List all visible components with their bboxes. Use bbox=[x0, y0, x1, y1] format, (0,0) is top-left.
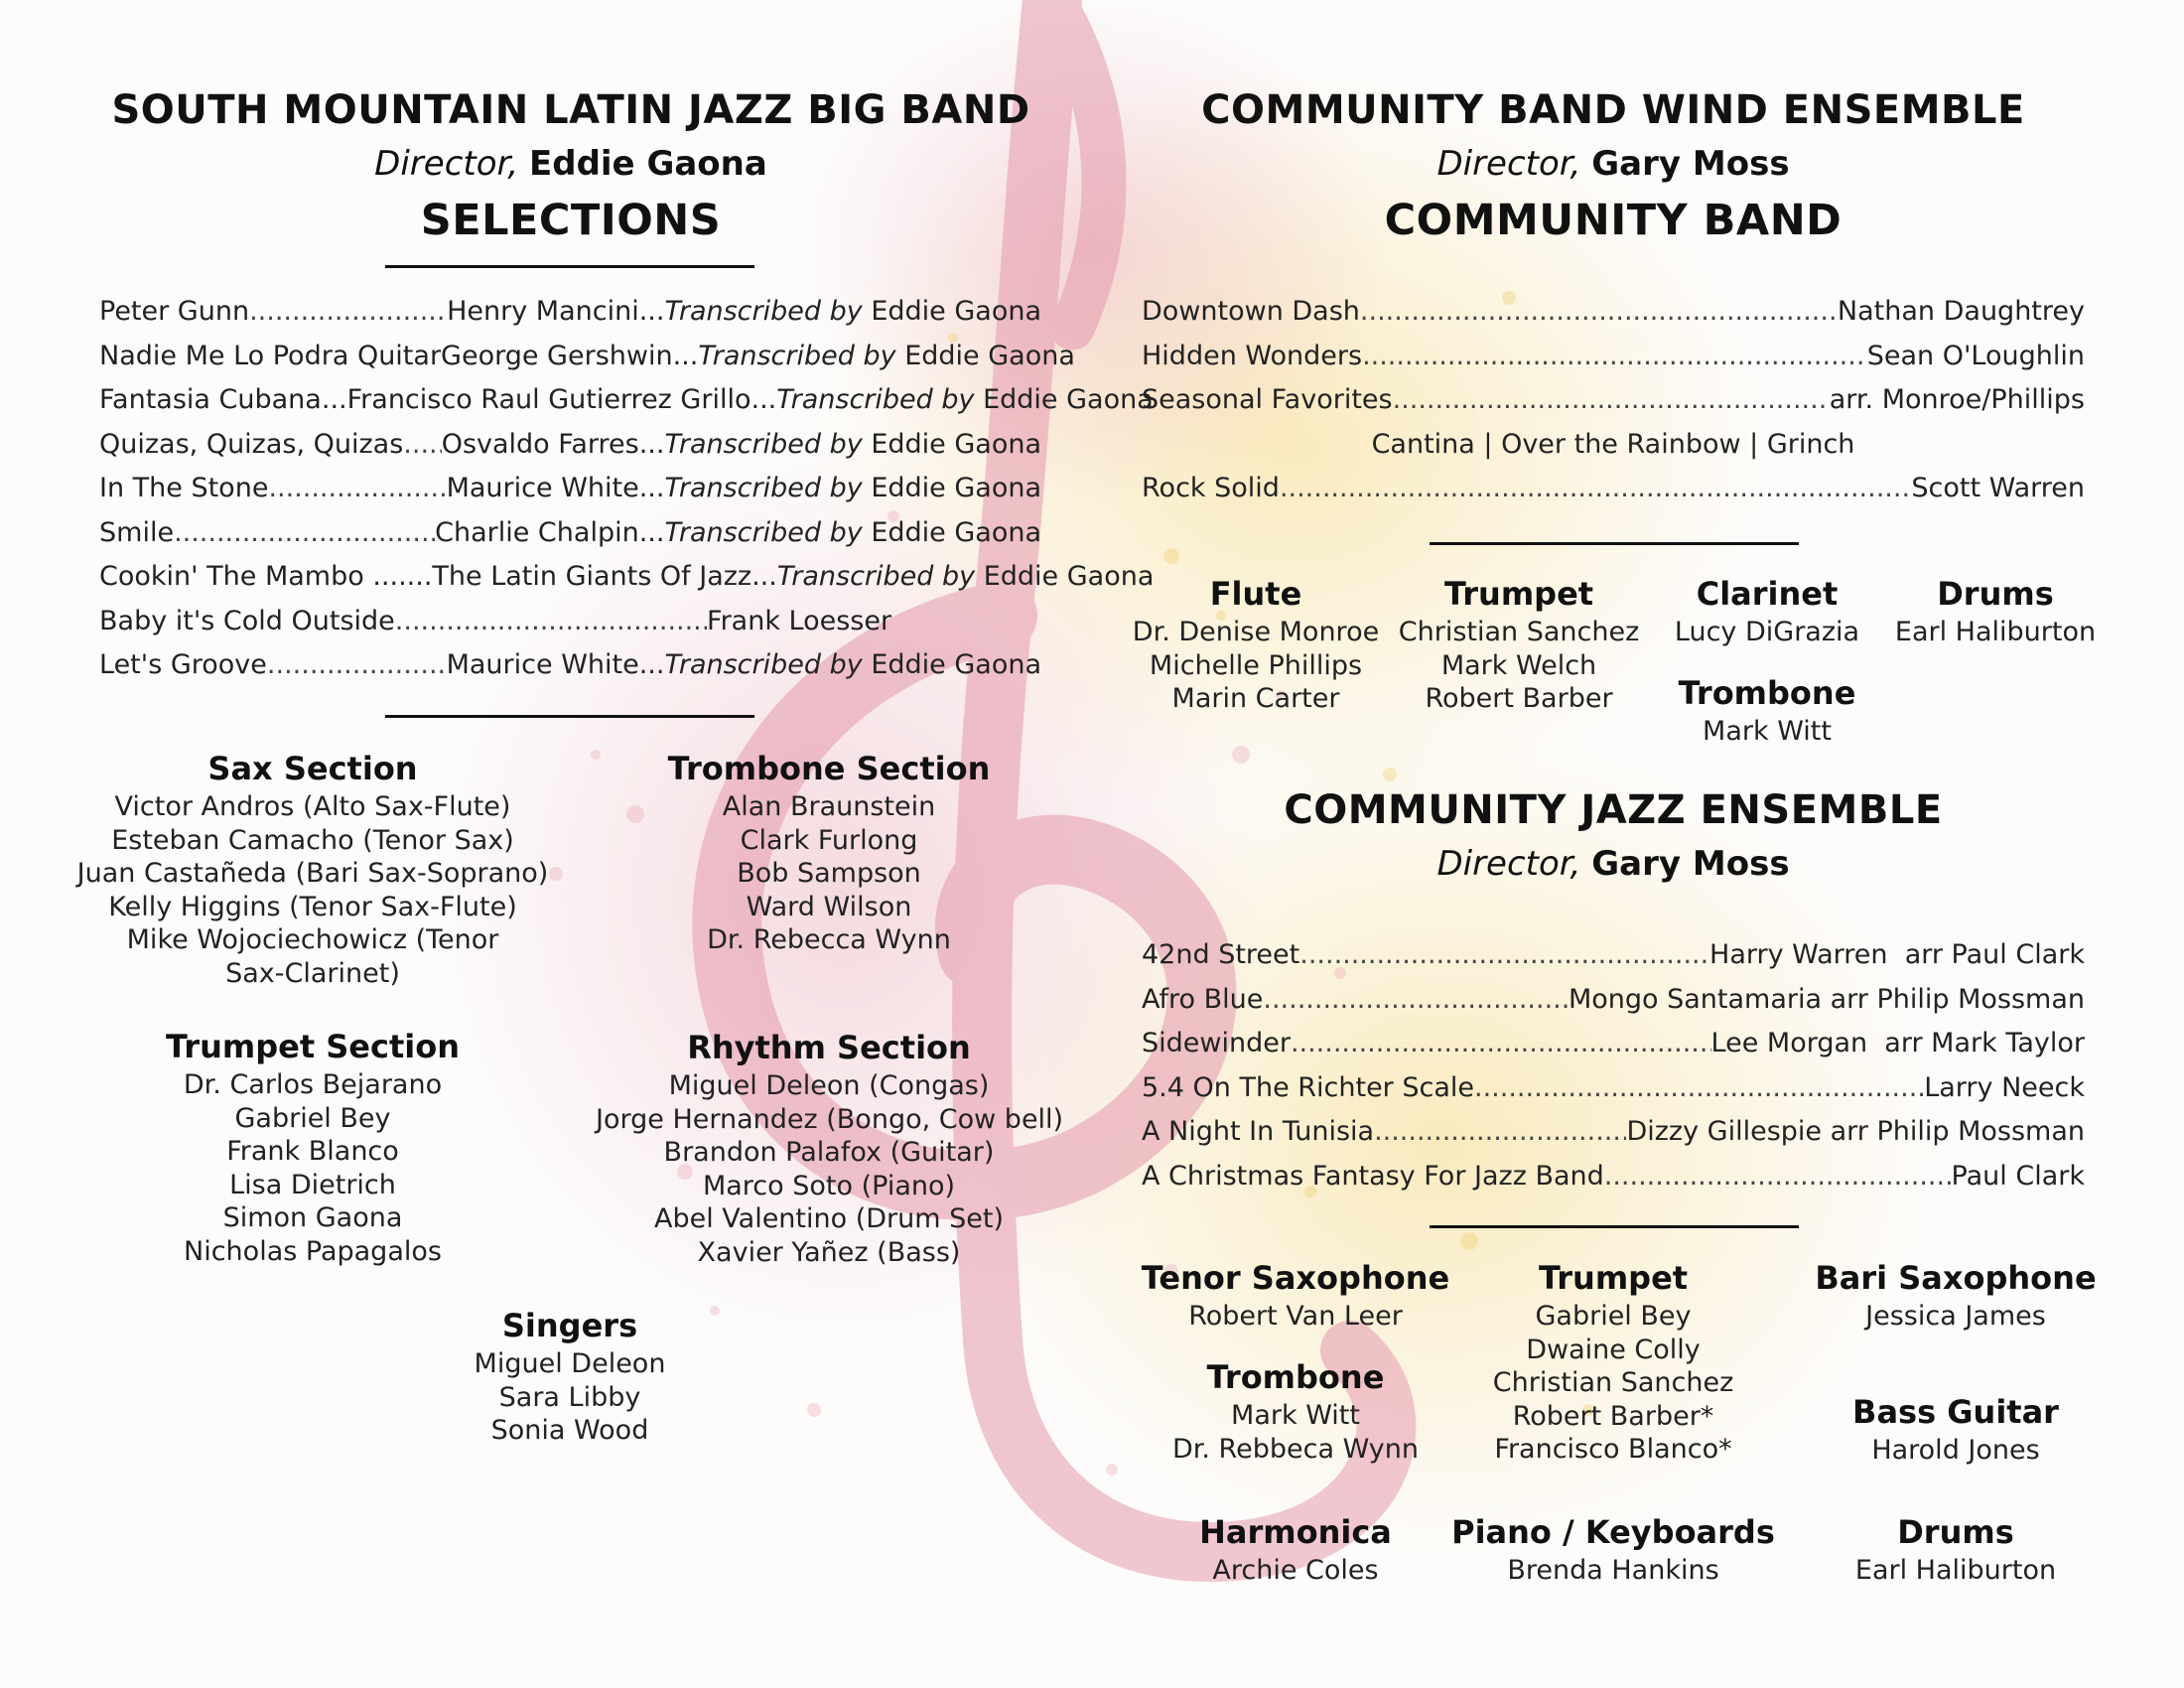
trumpet-section bbox=[1439, 1256, 1787, 1467]
member-name: Mark Witt bbox=[1703, 716, 1832, 747]
member-name: Francisco Blanco* bbox=[1494, 1434, 1732, 1465]
member-name: Miguel Deleon (Congas) bbox=[668, 1070, 990, 1101]
community-band-heading: COMMUNITY BAND bbox=[1384, 196, 1843, 245]
member-name: Marin Carter bbox=[1171, 683, 1340, 714]
singers-section bbox=[421, 1304, 719, 1448]
member-name: Robert Barber bbox=[1425, 683, 1613, 714]
director-label: Director, bbox=[374, 144, 519, 184]
member-name: Dr. Rebbeca Wynn bbox=[1171, 1433, 1420, 1465]
piano-keyboards-section bbox=[1439, 1510, 1787, 1588]
member-name: Dr. Carlos Bejarano bbox=[183, 1069, 443, 1100]
section-heading: Trumpet Section bbox=[165, 1028, 460, 1065]
selection-row: Rock Solid ..... Scott Warren bbox=[1142, 467, 2085, 511]
member-name: Robert Barber* bbox=[1512, 1400, 1714, 1432]
selection-row: Sidewinder ..... Lee Morgan arr Mark Taylor bbox=[1142, 1022, 2085, 1066]
member-name: Juan Castañeda (Bari Sax-Soprano) bbox=[76, 858, 549, 889]
member-name: Gabriel Bey bbox=[234, 1102, 391, 1134]
section-heading: Trumpet bbox=[1443, 575, 1594, 613]
trombone-section bbox=[1668, 671, 1866, 749]
member-name: Mark Witt bbox=[1231, 1400, 1360, 1431]
member-name: Ward Wilson bbox=[746, 891, 912, 922]
rhythm-section bbox=[596, 1026, 1062, 1269]
divider-line bbox=[385, 715, 754, 718]
section-heading: Trombone bbox=[1206, 1358, 1385, 1396]
member-name: Lisa Dietrich bbox=[229, 1169, 396, 1200]
member-name: Archie Coles bbox=[1212, 1555, 1379, 1586]
member-name: Mark Welch bbox=[1440, 649, 1597, 681]
trumpet-section bbox=[69, 1025, 556, 1268]
member-name: Sax-Clarinet) bbox=[225, 957, 400, 989]
section-heading: Clarinet bbox=[1696, 575, 1839, 613]
divider-line bbox=[1430, 542, 1799, 545]
bass-guitar-section bbox=[1797, 1390, 2115, 1468]
big-band-title: SOUTH MOUNTAIN LATIN JAZZ BIG BAND bbox=[111, 87, 1030, 133]
trombone-section bbox=[1122, 1355, 1469, 1466]
director-label: Director, bbox=[1436, 844, 1581, 884]
member-name: Michelle Phillips bbox=[1149, 649, 1363, 681]
community-band-selection-list bbox=[1142, 290, 2085, 511]
member-name: Brenda Hankins bbox=[1507, 1555, 1719, 1586]
jazz-ensemble-title: COMMUNITY JAZZ ENSEMBLE bbox=[1284, 787, 1943, 833]
divider-line bbox=[1430, 1225, 1799, 1228]
selection-row: In The Stone ..... Maurice White ... Transcribed by Eddie Gaona bbox=[99, 467, 1041, 511]
selection-row: A Night In Tunisia ..... Dizzy Gillespie arr Philip Mossman bbox=[1142, 1110, 2085, 1155]
director-name: Gary Moss bbox=[1591, 144, 1790, 184]
selection-row: Quizas, Quizas, Quizas ..... Osvaldo Farres ... Transcribed by Eddie Gaona bbox=[99, 423, 1041, 468]
member-name: Victor Andros (Alto Sax-Flute) bbox=[114, 791, 511, 822]
wind-ensemble-director bbox=[1132, 144, 2095, 184]
member-name: Harold Jones bbox=[1871, 1435, 2040, 1466]
flute-section bbox=[1132, 572, 1380, 716]
section-heading: Drums bbox=[1937, 575, 2054, 613]
trombone-section bbox=[596, 747, 1062, 957]
member-name: Dr. Denise Monroe bbox=[1132, 617, 1380, 647]
member-name: Earl Haliburton bbox=[1854, 1555, 2057, 1586]
section-heading: Flute bbox=[1209, 575, 1302, 613]
section-heading: Trumpet bbox=[1538, 1259, 1689, 1297]
selection-row: Smile ..... Charlie Chalpin ... Transcribed by Eddie Gaona bbox=[99, 511, 1041, 556]
section-heading: Bari Saxophone bbox=[1815, 1259, 2097, 1297]
member-name: Jorge Hernandez (Bongo, Cow bell) bbox=[596, 1103, 1064, 1135]
tenor-sax-section bbox=[1122, 1256, 1469, 1334]
member-name: Sara Libby bbox=[498, 1381, 641, 1413]
selection-row: Baby it's Cold Outside ..... Frank Loesser bbox=[99, 600, 1041, 644]
director-label: Director, bbox=[1436, 144, 1581, 184]
section-heading: Rhythm Section bbox=[687, 1029, 971, 1066]
member-name: Bob Sampson bbox=[737, 858, 921, 889]
member-name: Abel Valentino (Drum Set) bbox=[653, 1203, 1005, 1234]
section-heading: Harmonica bbox=[1199, 1513, 1392, 1551]
bari-sax-section bbox=[1797, 1256, 2115, 1334]
member-name: Dr. Rebecca Wynn bbox=[707, 924, 951, 955]
jazz-ensemble-director bbox=[1132, 844, 2095, 884]
member-name: Clark Furlong bbox=[740, 824, 918, 856]
member-name: Alan Braunstein bbox=[722, 791, 936, 822]
member-name: Kelly Higgins (Tenor Sax-Flute) bbox=[108, 891, 517, 922]
selection-row: 42nd Street ..... Harry Warren arr Paul Clark bbox=[1142, 933, 2085, 978]
trumpet-section bbox=[1395, 572, 1643, 716]
director-name: Gary Moss bbox=[1591, 844, 1790, 884]
sax-section bbox=[69, 747, 556, 990]
wind-ensemble-title: COMMUNITY BAND WIND ENSEMBLE bbox=[1201, 87, 2025, 133]
section-heading: Trombone bbox=[1678, 674, 1856, 712]
member-name: Marco Soto (Piano) bbox=[702, 1170, 956, 1201]
section-heading: Sax Section bbox=[207, 750, 418, 787]
selection-row: Fantasia Cubana ... Francisco Raul Gutierrez Grillo ... Transcribed by Eddie Gaona bbox=[99, 384, 1154, 415]
member-name: Christian Sanchez bbox=[1398, 617, 1640, 647]
member-name: Nicholas Papagalos bbox=[184, 1235, 442, 1267]
section-heading: Piano / Keyboards bbox=[1451, 1513, 1775, 1551]
drums-section bbox=[1886, 572, 2105, 649]
member-name: Jessica James bbox=[1865, 1301, 2046, 1332]
selection-row: Cookin' The Mambo ....... The Latin Giants Of Jazz ... Transcribed by Eddie Gaona bbox=[99, 561, 1155, 592]
member-name: Brandon Palafox (Guitar) bbox=[663, 1137, 995, 1168]
member-name: Frank Blanco bbox=[226, 1136, 399, 1167]
harmonica-section bbox=[1122, 1510, 1469, 1588]
jazz-ensemble-selection-list bbox=[1142, 933, 2085, 1198]
selection-row: 5.4 On The Richter Scale ..... Larry Neeck bbox=[1142, 1066, 2085, 1111]
member-name: Gabriel Bey bbox=[1535, 1301, 1692, 1332]
section-heading: Tenor Saxophone bbox=[1141, 1259, 1450, 1297]
section-heading: Bass Guitar bbox=[1852, 1393, 2059, 1431]
member-name: Miguel Deleon bbox=[474, 1348, 666, 1379]
selection-row: Downtown Dash ..... Nathan Daughtrey bbox=[1142, 290, 2085, 335]
selection-row: Seasonal Favorites ..... arr. Monroe/Phillips bbox=[1142, 378, 2085, 423]
clarinet-section bbox=[1668, 572, 1866, 649]
big-band-director bbox=[94, 144, 1047, 184]
member-name: Mike Wojociechowicz (Tenor bbox=[126, 924, 499, 955]
member-name: Esteban Camacho (Tenor Sax) bbox=[111, 824, 514, 856]
selections-heading: SELECTIONS bbox=[420, 196, 722, 245]
section-heading: Drums bbox=[1897, 1513, 2014, 1551]
medley-line: Cantina | Over the Rainbow | Grinch bbox=[1371, 428, 1855, 460]
selection-row: Hidden Wonders ..... Sean O'Loughlin bbox=[1142, 335, 2085, 379]
big-band-selection-list bbox=[99, 290, 1155, 688]
drums-section bbox=[1797, 1510, 2115, 1588]
member-name: Dwaine Colly bbox=[1526, 1334, 1701, 1365]
member-name: Christian Sanchez bbox=[1492, 1367, 1734, 1398]
member-name: Xavier Yañez (Bass) bbox=[697, 1236, 961, 1268]
selection-row: Let's Groove ..... Maurice White ... Transcribed by Eddie Gaona bbox=[99, 643, 1041, 688]
member-name: Robert Van Leer bbox=[1188, 1301, 1403, 1332]
member-name: Lucy DiGrazia bbox=[1674, 617, 1860, 647]
selection-row: A Christmas Fantasy For Jazz Band ..... Paul Clark bbox=[1142, 1155, 2085, 1199]
divider-line bbox=[385, 265, 754, 268]
member-name: Simon Gaona bbox=[222, 1202, 403, 1233]
director-name: Eddie Gaona bbox=[529, 144, 767, 184]
member-name: Earl Haliburton bbox=[1894, 617, 2097, 647]
member-name: Sonia Wood bbox=[490, 1415, 649, 1446]
section-heading: Singers bbox=[501, 1307, 638, 1344]
selection-row: Afro Blue ..... Mongo Santamaria arr Philip Mossman bbox=[1142, 978, 2085, 1023]
section-heading: Trombone Section bbox=[667, 750, 991, 787]
selection-row: Nadie Me Lo Podra Quitar George Gershwin ... Transcribed by Eddie Gaona bbox=[99, 340, 1075, 371]
selection-row: Peter Gunn ..... Henry Mancini ... Transcribed by Eddie Gaona bbox=[99, 290, 1041, 335]
